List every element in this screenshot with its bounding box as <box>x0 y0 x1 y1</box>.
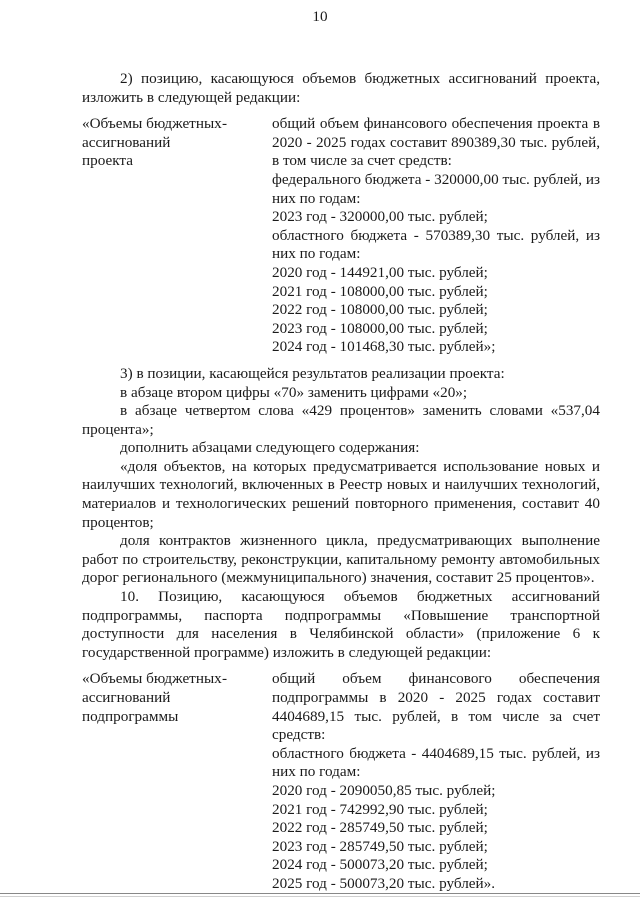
item2-value-line: федерального бюджета - 320000,00 тыс. рублей, из них по годам: <box>272 170 600 207</box>
item3-intro: 3) в позиции, касающейся результатов реализации проекта: <box>120 364 505 382</box>
item2-value-line: 2024 год - 101468,30 тыс. рублей»; <box>272 338 496 356</box>
item2-intro: 2) позицию, касающуюся объемов бюджетных ассигнований проекта, изложить в следующей редакции: <box>82 70 600 106</box>
item2-value-line: 2023 год - 108000,00 тыс. рублей; <box>272 319 488 337</box>
item3-line1: в абзаце втором цифры «70» заменить цифрами «20»; <box>120 383 468 401</box>
item2-label-line: «Объемы бюджетных <box>82 115 222 133</box>
item10-label-line: «Объемы бюджетных <box>82 670 222 688</box>
item3-line5: доля контрактов жизненного цикла, предусматривающих выполнение работ по строительству, реконструкции, капитальному ремонту автомобильных дорог регионального (межмуниципального) значения, составит 25 процентов». <box>82 532 600 587</box>
item10-value-line: 2022 год - 285749,50 тыс. рублей; <box>272 819 488 837</box>
item10-value-line: 2021 год - 742992,90 тыс. рублей; <box>272 800 488 818</box>
item2-value-line: общий объем финансового обеспечения проекта в 2020 - 2025 годах составит 890389,30 тыс. рублей, в том числе за счет средств: <box>272 115 600 170</box>
item2-dash: - <box>222 115 228 133</box>
item2-table <box>82 115 600 357</box>
page-number: 10 <box>312 8 328 25</box>
item10-table <box>82 670 600 893</box>
item2-value-line: 2023 год - 320000,00 тыс. рублей; <box>272 208 488 226</box>
item10-intro: 10. Позицию, касающуюся объемов бюджетных ассигнований подпрограммы, паспорта подпрограммы «Повышение транспортной доступности для населения в Челябинской области» (приложение 6 к государственной программе) изложить в следующей редакции: <box>82 588 600 661</box>
item2-value-line: 2022 год - 108000,00 тыс. рублей; <box>272 301 488 319</box>
item2-value-line: 2021 год - 108000,00 тыс. рублей; <box>272 282 488 300</box>
item10-label-line: ассигнований <box>82 689 171 706</box>
item3-line2: в абзаце четвертом слова «429 процентов» заменить словами «537,04 процента»; <box>82 402 600 438</box>
item10-value-line: 2023 год - 285749,50 тыс. рублей; <box>272 837 488 855</box>
item3-line4: «доля объектов, на которых предусматривается использование новых и наилучших технологий, включенных в Реестр новых и наилучших технологий, материалов и технологических решений повторного применения, составит 40 процентов; <box>82 457 600 531</box>
item3-line3: дополнить абзацами следующего содержания: <box>120 439 420 457</box>
item10-value-line: 2025 год - 500073,20 тыс. рублей». <box>272 874 496 892</box>
item2-value-line: 2020 год - 144921,00 тыс. рублей; <box>272 263 488 281</box>
item10-label <box>82 670 222 893</box>
scan-edge-line <box>0 893 640 894</box>
item2-value-line: областного бюджета - 570389,30 тыс. рублей, из них по годам: <box>272 226 600 263</box>
item10-value <box>272 670 600 893</box>
item2-label <box>82 115 222 357</box>
item10-value-line: областного бюджета - 4404689,15 тыс. рублей, из них по годам: <box>272 744 600 781</box>
document-body <box>82 70 600 894</box>
item10-dash: - <box>222 670 228 688</box>
scan-edge-line <box>0 896 640 897</box>
item2-label-line: ассигнований <box>82 133 171 151</box>
item10-value-line: 2024 год - 500073,20 тыс. рублей; <box>272 856 488 874</box>
item2-value <box>272 115 600 357</box>
item10-value-line: общий объем финансового обеспечения подпрограммы в 2020 - 2025 годах составит 4404689,15 тыс. рублей, в том числе за счет средств: <box>272 670 600 744</box>
item10-value-line: 2020 год - 2090050,85 тыс. рублей; <box>272 781 496 799</box>
item2-label-line: проекта <box>82 152 133 170</box>
item10-label-line: подпрограммы <box>82 707 179 725</box>
